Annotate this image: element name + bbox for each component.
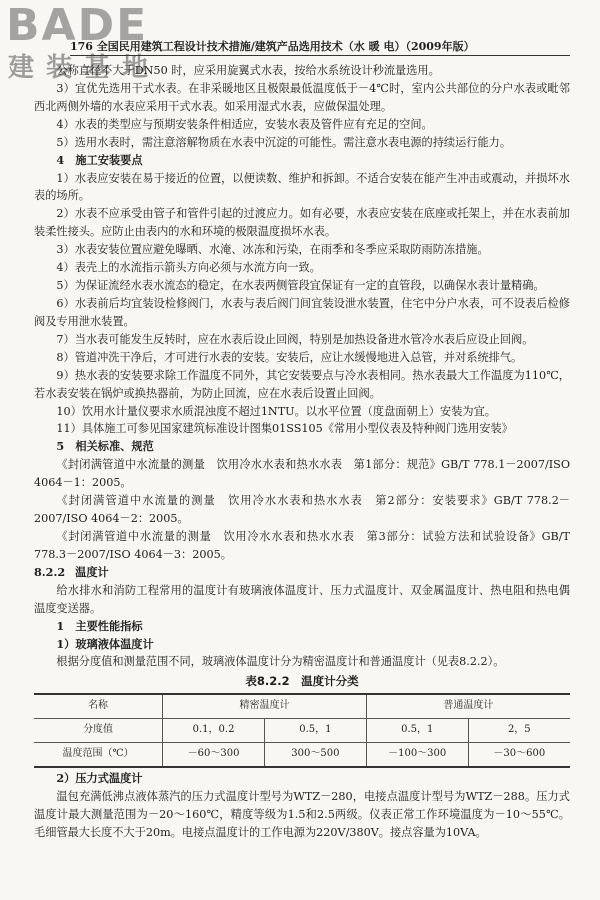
paragraph: 4）水表的类型应与预期安装条件相适应，安装水表及管件应有充足的空间。 [56,117,433,131]
section-title: 主要性能指标 [75,618,143,633]
table-header-precise: 精密温度计 [163,694,367,719]
section-number: 1 [56,618,65,633]
paragraph: 给水排水和消防工程常用的温度计有玻璃液体温度计、压力式温度计、双金属温度计、热电阻和热电偶温度变送器。 [34,583,570,615]
table-header-row [34,694,570,719]
list-item: 10）饮用水计量仪要求水质混浊度不超过1NTU。以水平位置（度盘面朝上）安装为宜。 [56,404,496,418]
table-cell: 0.5，1 [366,718,468,742]
list-item: 11）具体施工可参见国家建筑标准设计图集01SS105《常用小型仪表及特种阀门选用安装》 [56,422,513,436]
standard-reference: 《封闭满管道中水流量的测量 饮用冷水水表和热水水表 第3部分：试验方法和试验设备》GB/T 778.3－2007/ISO 4064－3：2005。 [34,529,570,561]
paragraph: 温包充满低沸点液体蒸汽的压力式温度计型号为WTZ－280，电接点温度计型号为WTZ－288。压力式温度计最大测量范围为－20～160℃，精度等级为1.5和2.5两级。仪表正常工作环境温度为－10～55℃。毛细管最大长度不大于20m。电接点温度计的工作电源为220V/380V。接点容量为10VA。 [34,789,570,839]
watermark-brand-cn: 建装基地 [8,53,161,83]
table-row [34,718,570,742]
list-item: 9）热水表的安装要求除工作温度不同外，其它安装要点与冷水表相同。热水表最大工作温度为110℃，若水表安装在锅炉或换热器前，为防止回流，应在水表后设置止回阀。 [34,368,570,400]
table-row-label: 温度范围（℃） [34,742,163,767]
running-header: 176 全国民用建筑工程设计技术措施/建筑产品选用技术（水 暖 电）（2009年版） [70,40,570,56]
table-header-normal: 普通温度计 [366,694,570,719]
table-cell: 2，5 [468,718,570,742]
paragraph: 公称直径不大于DN50 时，应采用旋翼式水表，按给水系统设计秒流量选用。 [56,64,440,77]
list-item: 6）水表前后均宜装设检修阀门，水表与表后阀门间宜装设泄水装置，住宅中分户水表，可不设表后检修阀及专用泄水装置。 [34,296,570,328]
standard-reference: 《封闭满管道中水流量的测量 饮用冷水水表和热水水表 第2部分：安装要求》GB/T 778.2－2007/ISO 4064－2：2005。 [34,494,570,526]
list-item: 2）水表不应承受由管子和管件引起的过渡应力。如有必要，水表应安装在底座或托架上，并在水表前加装柔性接头。应防止由表内的水和环境的极限温度损坏水表。 [34,207,570,239]
item-heading: 2）压力式温度计 [56,770,143,785]
table-cell: －60～300 [163,742,265,767]
section-heading [34,152,570,170]
table-cell: 300～500 [264,742,366,767]
list-item: 3）水表安装位置应避免曝晒、水淹、冰冻和污染，在雨季和冬季应采取防雨防冻措施。 [56,243,489,257]
section-title: 施工安装要点 [75,152,143,167]
subsection-title: 温度计 [75,564,109,579]
table-caption: 表8.2.2 温度计分类 [245,674,359,689]
table-cell: 0.1，0.2 [163,718,265,742]
table-header-name: 名称 [34,694,163,719]
table-cell: －30～600 [468,742,570,767]
paragraph: 3）宜优先选用干式水表。在非采暖地区且极限最低温度低于－4℃时，室内公共部位的分户水表或毗邻西北两侧外墙的水表应采用干式水表。如采用湿式水表，应做保温处理。 [34,81,570,113]
section-title: 相关标准、规范 [75,439,154,454]
watermark-brand: BADE [6,0,149,51]
section-heading [34,438,570,456]
list-item: 4）表壳上的水流指示箭头方向必须与水流方向一致。 [56,261,321,275]
table-cell: 0.5，1 [264,718,366,742]
list-item: 8）管道冲洗干净后，才可进行水表的安装。安装后，应让水缓慢地进入总管，并对系统排气。 [56,350,523,364]
paragraph: 5）选用水表时，需注意溶解物质在水表中沉淀的可能性。需注意水表电源的持续运行能力。 [56,135,512,149]
item-heading: 1）玻璃液体温度计 [56,636,154,651]
table-cell: －100～300 [366,742,468,767]
section-number: 5 [56,439,65,454]
table-row [34,742,570,767]
paragraph: 根据分度值和测量范围不同，玻璃液体温度计分为精密温度计和普通温度计（见表8.2.2）。 [56,655,505,669]
section-number: 4 [56,152,65,167]
standard-reference: 《封闭满管道中水流量的测量 饮用冷水水表和热水水表 第1部分：规范》GB/T 778.1－2007/ISO 4064－1：2005。 [34,458,570,490]
list-item: 7）当水表可能发生反转时，应在水表后设止回阀，特别是加热设备进水管冷水表后应设止回阀。 [56,332,534,346]
subsection-heading [34,564,570,582]
list-item: 5）为保证流经水表水流态的稳定，在水表两侧管段宜保证有一定的直管段，以确保水表计量精确。 [56,279,545,293]
page-body [34,62,570,841]
section-heading [34,618,570,636]
subsection-number: 8.2.2 [34,564,66,579]
thermometer-classification-table [34,693,570,768]
list-item: 1）水表应安装在易于接近的位置，以便读数、维护和拆卸。不适合安装在能产生冲击或震动，并损坏水表的场所。 [34,171,570,203]
table-row-label: 分度值 [34,718,163,742]
